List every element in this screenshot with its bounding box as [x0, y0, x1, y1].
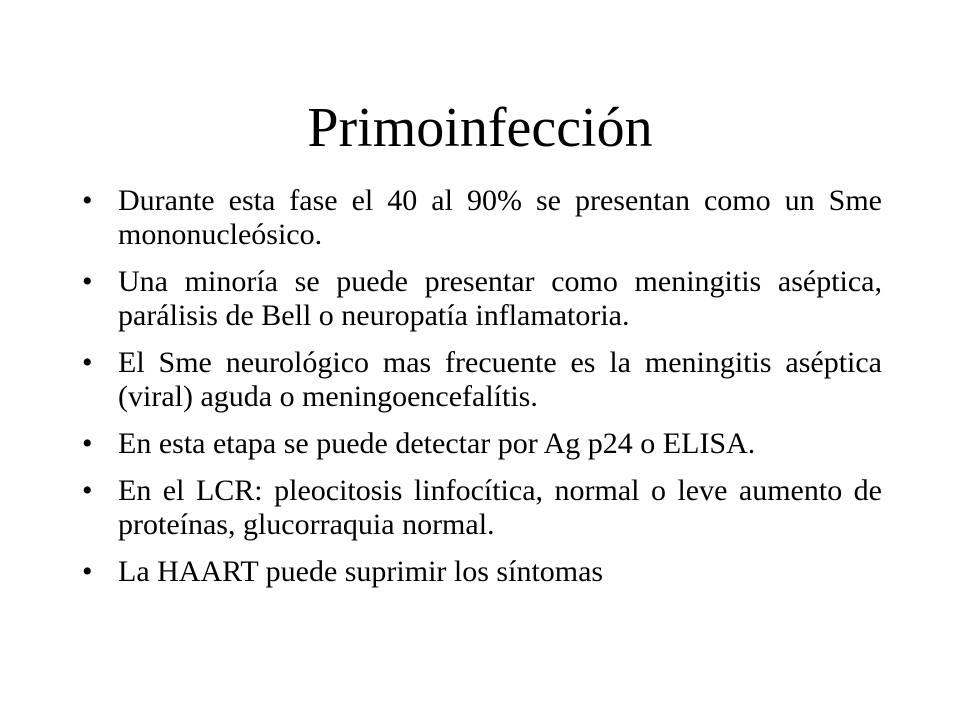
bullet-text: La HAART puede suprimir los síntomas	[118, 555, 604, 588]
bullet-item	[82, 427, 882, 461]
bullet-text: En esta etapa se puede detectar por Ag p24 o ELISA.	[118, 427, 756, 460]
bullet-marker: •	[82, 184, 93, 217]
slide-title: Primoinfección	[307, 97, 653, 159]
bullet-text: Durante esta fase el 40 al 90% se presentan como un Sme mononucleósico.	[118, 184, 882, 251]
bullet-marker: •	[82, 474, 93, 507]
bullet-text: El Sme neurológico mas frecuente es la meningitis aséptica (viral) aguda o meningoencefalítis.	[118, 346, 882, 413]
bullet-marker: •	[82, 427, 93, 460]
bullet-marker: •	[82, 555, 93, 588]
bullet-text: En el LCR: pleocitosis linfocítica, normal o leve aumento de proteínas, glucorraquia normal.	[118, 474, 882, 541]
bullet-item	[82, 346, 882, 414]
bullet-item	[82, 474, 882, 542]
bullet-list	[82, 184, 882, 602]
bullet-item	[82, 265, 882, 333]
bullet-marker: •	[82, 265, 93, 298]
bullet-text: Una minoría se puede presentar como meningitis aséptica, parálisis de Bell o neuropatía inflamatoria.	[118, 265, 882, 332]
bullet-item	[82, 555, 882, 589]
bullet-marker: •	[82, 346, 93, 379]
bullet-item	[82, 184, 882, 252]
